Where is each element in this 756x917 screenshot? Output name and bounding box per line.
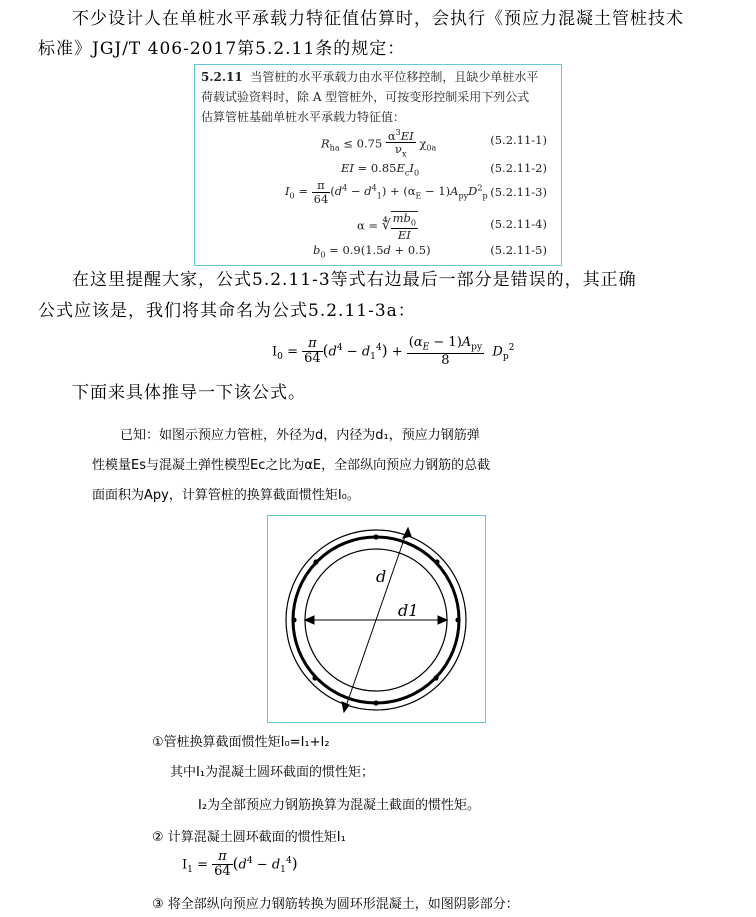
clause-text	[201, 67, 557, 127]
clause-number: 5.2.11	[201, 70, 243, 84]
clause-text-line-1: 当管桩的水平承载力由水平位移控制，且缺少单桩水平	[250, 70, 539, 84]
eq-number-4: (5.2.11-4)	[490, 217, 547, 231]
rebar-dot	[433, 675, 438, 680]
rebar-dot	[434, 559, 439, 564]
eq-number-3: (5.2.11-3)	[490, 185, 547, 199]
step-1: ①管桩换算截面惯性矩I₀=I₁+I₂	[152, 735, 330, 750]
clause-line-2: 荷载试验资料时，除 A 型管桩外，可按变形控制采用下列公式	[201, 90, 530, 104]
rebar-dot	[455, 617, 460, 622]
known-line-3: 面面积为Apy，计算管桩的换算截面惯性矩I₀。	[92, 488, 360, 503]
rebar-dot	[291, 617, 296, 622]
pile-section-diagram	[268, 516, 485, 722]
eq-number-1: (5.2.11-1)	[490, 133, 547, 147]
reminder-line-2: 公式应该是，我们将其命名为公式5.2.11-3a：	[38, 301, 416, 321]
known-line-2: 性模量Es与混凝土弹性模型Ec之比为αE，全部纵向预应力钢筋的总截	[92, 458, 491, 473]
eq-number-5: (5.2.11-5)	[490, 243, 547, 257]
clause-line-1	[201, 67, 557, 87]
rebar-dot	[373, 534, 378, 539]
step-1b: I₂为全部预应力钢筋换算为混凝土截面的惯性矩。	[198, 798, 481, 813]
label-d1: d1	[398, 601, 419, 620]
eq-number-2: (5.2.11-2)	[490, 161, 547, 175]
equation-5-2-11-3: $I_0$ = $\frac{\pi}{64}$ $(d^4 - d^4_1) + (\alpha_E - 1)A_{py}D^2_p$	[285, 178, 488, 206]
standard-clause-box	[194, 64, 562, 266]
rebar-dot	[313, 559, 318, 564]
intro-paragraph-2	[38, 34, 738, 64]
clause-line-3: 估算管桩基础单桩水平承载力特征值：	[201, 110, 406, 124]
rebar-dot	[312, 675, 317, 680]
known-line-1: 已知：如图示预应力管桩，外径为d，内径为d₁，预应力钢筋弹	[120, 428, 480, 443]
rebar-dot	[373, 700, 378, 705]
corrected-formula: $I_0$ = $\frac{\pi}{64}$ $(d^4 - d_1^4)$ + $\frac{(\alpha_E - 1)A_{py}}{8}$ $D_p^2$	[272, 335, 515, 368]
pile-section-figure	[267, 515, 486, 723]
equation-5-2-11-2: EI = $0.85E_cI_0$	[341, 161, 420, 178]
step-2: ② 计算混凝土圆环截面的惯性矩I₁	[152, 830, 346, 845]
intro-line-2: 标准》JGJ/T 406-2017第5.2.11条的规定：	[38, 39, 406, 59]
step-1a: 其中I₁为混凝土圆环截面的惯性矩；	[170, 765, 375, 780]
equation-5-2-11-1: $R_{ha} \le 0.75$ $\frac{\alpha^3EI}{\nu_x}$ $\chi_{0a}$	[321, 128, 437, 159]
derive-intro: 下面来具体推导一下该公式。	[72, 383, 306, 403]
equation-5-2-11-4: α = ∜ $\frac{mb_0}{EI}$	[357, 211, 417, 243]
intro-paragraph	[72, 4, 742, 34]
equation-5-2-11-5: $b_0 = 0.9(1.5d + 0.5)$	[313, 243, 431, 260]
formula-i1: $I_1$ = $\frac{\pi}{64}$ $(d^4 - d_1^4)$	[182, 849, 298, 880]
intro-line-1: 不少设计人在单桩水平承载力特征值估算时，会执行《预应力混凝土管桩技术	[72, 9, 684, 29]
diameter-d1-line	[305, 616, 447, 624]
step-3: ③ 将全部纵向预应力钢筋转换为圆环形混凝土，如图阴影部分：	[152, 897, 519, 912]
reminder-line-1: 在这里提醒大家，公式5.2.11-3等式右边最后一部分是错误的，其正确	[72, 270, 637, 290]
label-d: d	[376, 567, 387, 586]
